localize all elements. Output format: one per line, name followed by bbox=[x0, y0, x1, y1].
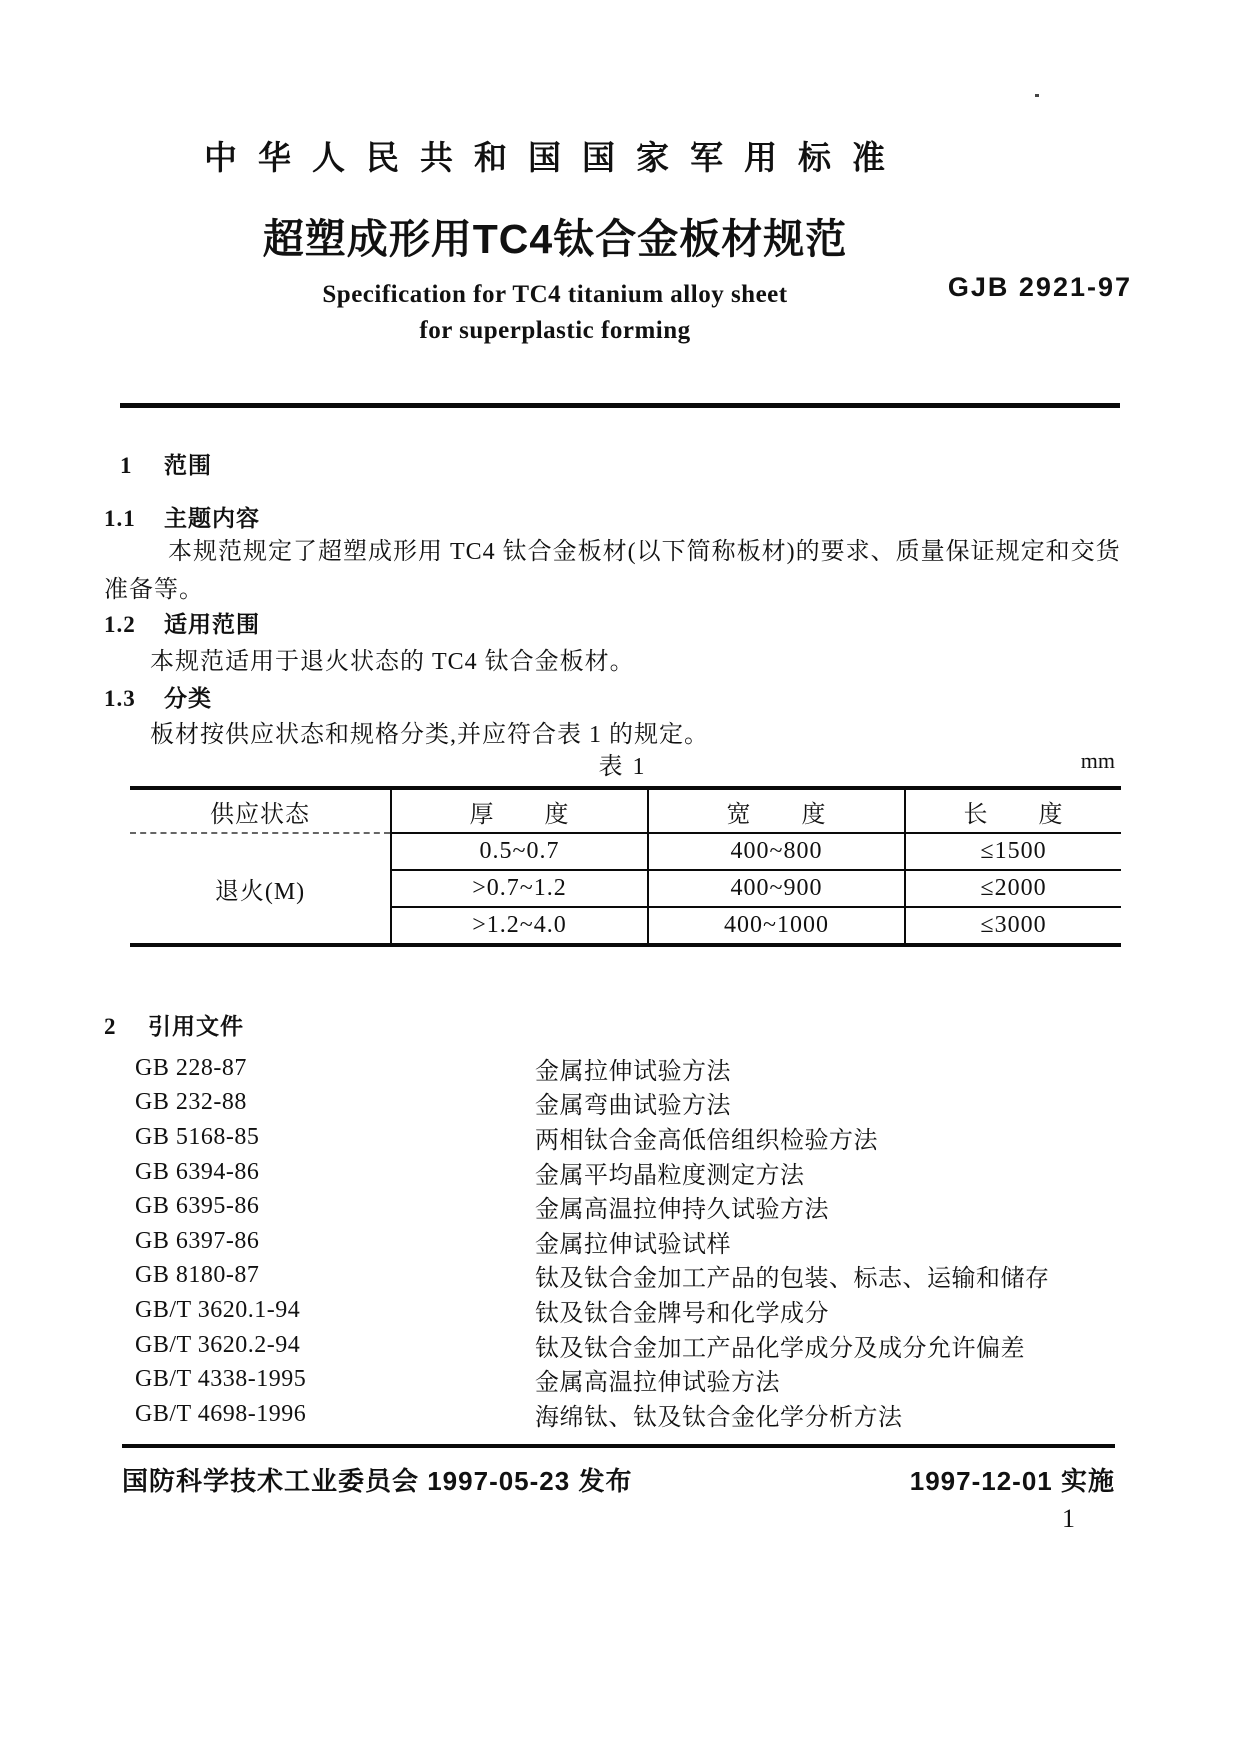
reference-code: GB/T 3620.1-94 bbox=[135, 1296, 301, 1323]
list-item bbox=[135, 1293, 1125, 1328]
section-1-3-heading bbox=[104, 680, 212, 713]
reference-title: 钛及钛合金加工产品化学成分及成分允许偏差 bbox=[535, 1335, 1025, 1362]
reference-title: 金属拉伸试验方法 bbox=[535, 1058, 731, 1085]
section-2-number: 2 bbox=[104, 1014, 117, 1039]
reference-title: 两相钛合金高低倍组织检验方法 bbox=[535, 1127, 878, 1154]
table-1 bbox=[130, 786, 1121, 947]
reference-title: 金属平均晶粒度测定方法 bbox=[535, 1162, 805, 1189]
reference-title: 金属高温拉伸试验方法 bbox=[535, 1370, 780, 1397]
table-1-header-thickness: 厚 度 bbox=[391, 788, 648, 833]
reference-code: GB 5168-85 bbox=[135, 1123, 260, 1150]
table-cell: 400~1000 bbox=[648, 907, 905, 945]
section-1-3-number: 1.3 bbox=[104, 686, 136, 711]
reference-code: GB 228-87 bbox=[135, 1054, 247, 1081]
reference-title: 金属弯曲试验方法 bbox=[535, 1093, 731, 1120]
section-1-heading bbox=[120, 447, 212, 480]
standard-class-title: 中华人民共和国国家军用标准 bbox=[204, 139, 906, 176]
section-1-3-title: 分类 bbox=[164, 685, 212, 711]
reference-title: 钛及钛合金加工产品的包装、标志、运输和储存 bbox=[535, 1266, 1050, 1293]
reference-code: GB/T 3620.2-94 bbox=[135, 1331, 301, 1358]
table-cell: 400~800 bbox=[648, 833, 905, 870]
section-1-number: 1 bbox=[120, 453, 133, 478]
table-cell: ≤2000 bbox=[905, 870, 1121, 907]
section-1-2-heading bbox=[104, 606, 260, 639]
section-2-heading bbox=[104, 1008, 244, 1041]
section-1-title: 范围 bbox=[164, 452, 212, 478]
table-cell: ≤1500 bbox=[905, 833, 1121, 870]
footer-implemented: 1997-12-01 实施 bbox=[909, 1466, 1115, 1496]
table-cell: 0.5~0.7 bbox=[391, 833, 648, 870]
reference-title: 海绵钛、钛及钛合金化学分析方法 bbox=[535, 1404, 903, 1431]
footer-rule bbox=[122, 1444, 1115, 1448]
document-title-en-line2: for superplastic forming bbox=[419, 317, 691, 344]
table-1-header-row bbox=[130, 788, 1121, 833]
scan-artifact-dot bbox=[1035, 94, 1039, 97]
section-1-2-paragraph: 本规范适用于退火状态的 TC4 钛合金板材。 bbox=[150, 649, 635, 675]
section-1-1-title: 主题内容 bbox=[164, 505, 260, 531]
reference-title: 金属高温拉伸持久试验方法 bbox=[535, 1197, 829, 1224]
list-item bbox=[135, 1120, 1125, 1155]
reference-title: 钛及钛合金牌号和化学成分 bbox=[535, 1300, 829, 1327]
footer bbox=[122, 1461, 1115, 1498]
table-1-caption: 表 1 bbox=[598, 754, 647, 780]
table-1-unit-label: mm bbox=[1080, 748, 1115, 773]
list-item bbox=[135, 1328, 1125, 1363]
list-item bbox=[135, 1259, 1125, 1294]
page-number: 1 bbox=[1062, 1504, 1075, 1533]
table-cell: ≤3000 bbox=[905, 907, 1121, 945]
reference-code: GB 6395-86 bbox=[135, 1193, 260, 1220]
section-1-1-heading bbox=[104, 500, 260, 533]
reference-code: GB 232-88 bbox=[135, 1089, 247, 1116]
reference-code: GB 6394-86 bbox=[135, 1158, 260, 1185]
standard-number: GJB 2921-97 bbox=[947, 272, 1132, 302]
table-1-header-supply-state: 供应状态 bbox=[130, 788, 391, 833]
list-item bbox=[135, 1051, 1125, 1086]
list-item bbox=[135, 1397, 1125, 1432]
section-1-1-paragraph-line2: 准备等。 bbox=[104, 577, 204, 603]
list-item bbox=[135, 1362, 1125, 1397]
table-cell: >0.7~1.2 bbox=[391, 870, 648, 907]
table-1-supply-state-cell: 退火(M) bbox=[130, 833, 391, 945]
section-1-3-paragraph: 板材按供应状态和规格分类,并应符合表 1 的规定。 bbox=[150, 722, 709, 748]
reference-title: 金属拉伸试验试样 bbox=[535, 1231, 731, 1258]
reference-code: GB/T 4698-1996 bbox=[135, 1400, 307, 1427]
section-1-1-number: 1.1 bbox=[104, 506, 136, 531]
table-1-header-width: 宽 度 bbox=[648, 788, 905, 833]
table-row bbox=[130, 833, 1121, 870]
table-1-header-length: 长 度 bbox=[905, 788, 1121, 833]
footer-issued-by: 国防科学技术工业委员会 1997-05-23 发布 bbox=[122, 1466, 633, 1496]
list-item bbox=[135, 1224, 1125, 1259]
section-1-2-number: 1.2 bbox=[104, 612, 136, 637]
header-rule bbox=[120, 403, 1120, 408]
table-cell: 400~900 bbox=[648, 870, 905, 907]
list-item bbox=[135, 1086, 1125, 1121]
table-cell: >1.2~4.0 bbox=[391, 907, 648, 945]
reference-code: GB 6397-86 bbox=[135, 1227, 260, 1254]
list-item bbox=[135, 1155, 1125, 1190]
document-title-en-line1: Specification for TC4 titanium alloy sheet bbox=[322, 281, 788, 308]
section-2-title: 引用文件 bbox=[148, 1013, 244, 1039]
list-item bbox=[135, 1189, 1125, 1224]
section-1-1-paragraph-line1: 本规范规定了超塑成形用 TC4 钛合金板材(以下简称板材)的要求、质量保证规定和交货 bbox=[168, 539, 1121, 565]
reference-code: GB 8180-87 bbox=[135, 1262, 260, 1289]
section-1-2-title: 适用范围 bbox=[164, 611, 260, 637]
reference-list bbox=[135, 1051, 1125, 1432]
document-title-cn: 超塑成形用TC4钛合金板材规范 bbox=[262, 216, 848, 262]
reference-code: GB/T 4338-1995 bbox=[135, 1366, 307, 1393]
